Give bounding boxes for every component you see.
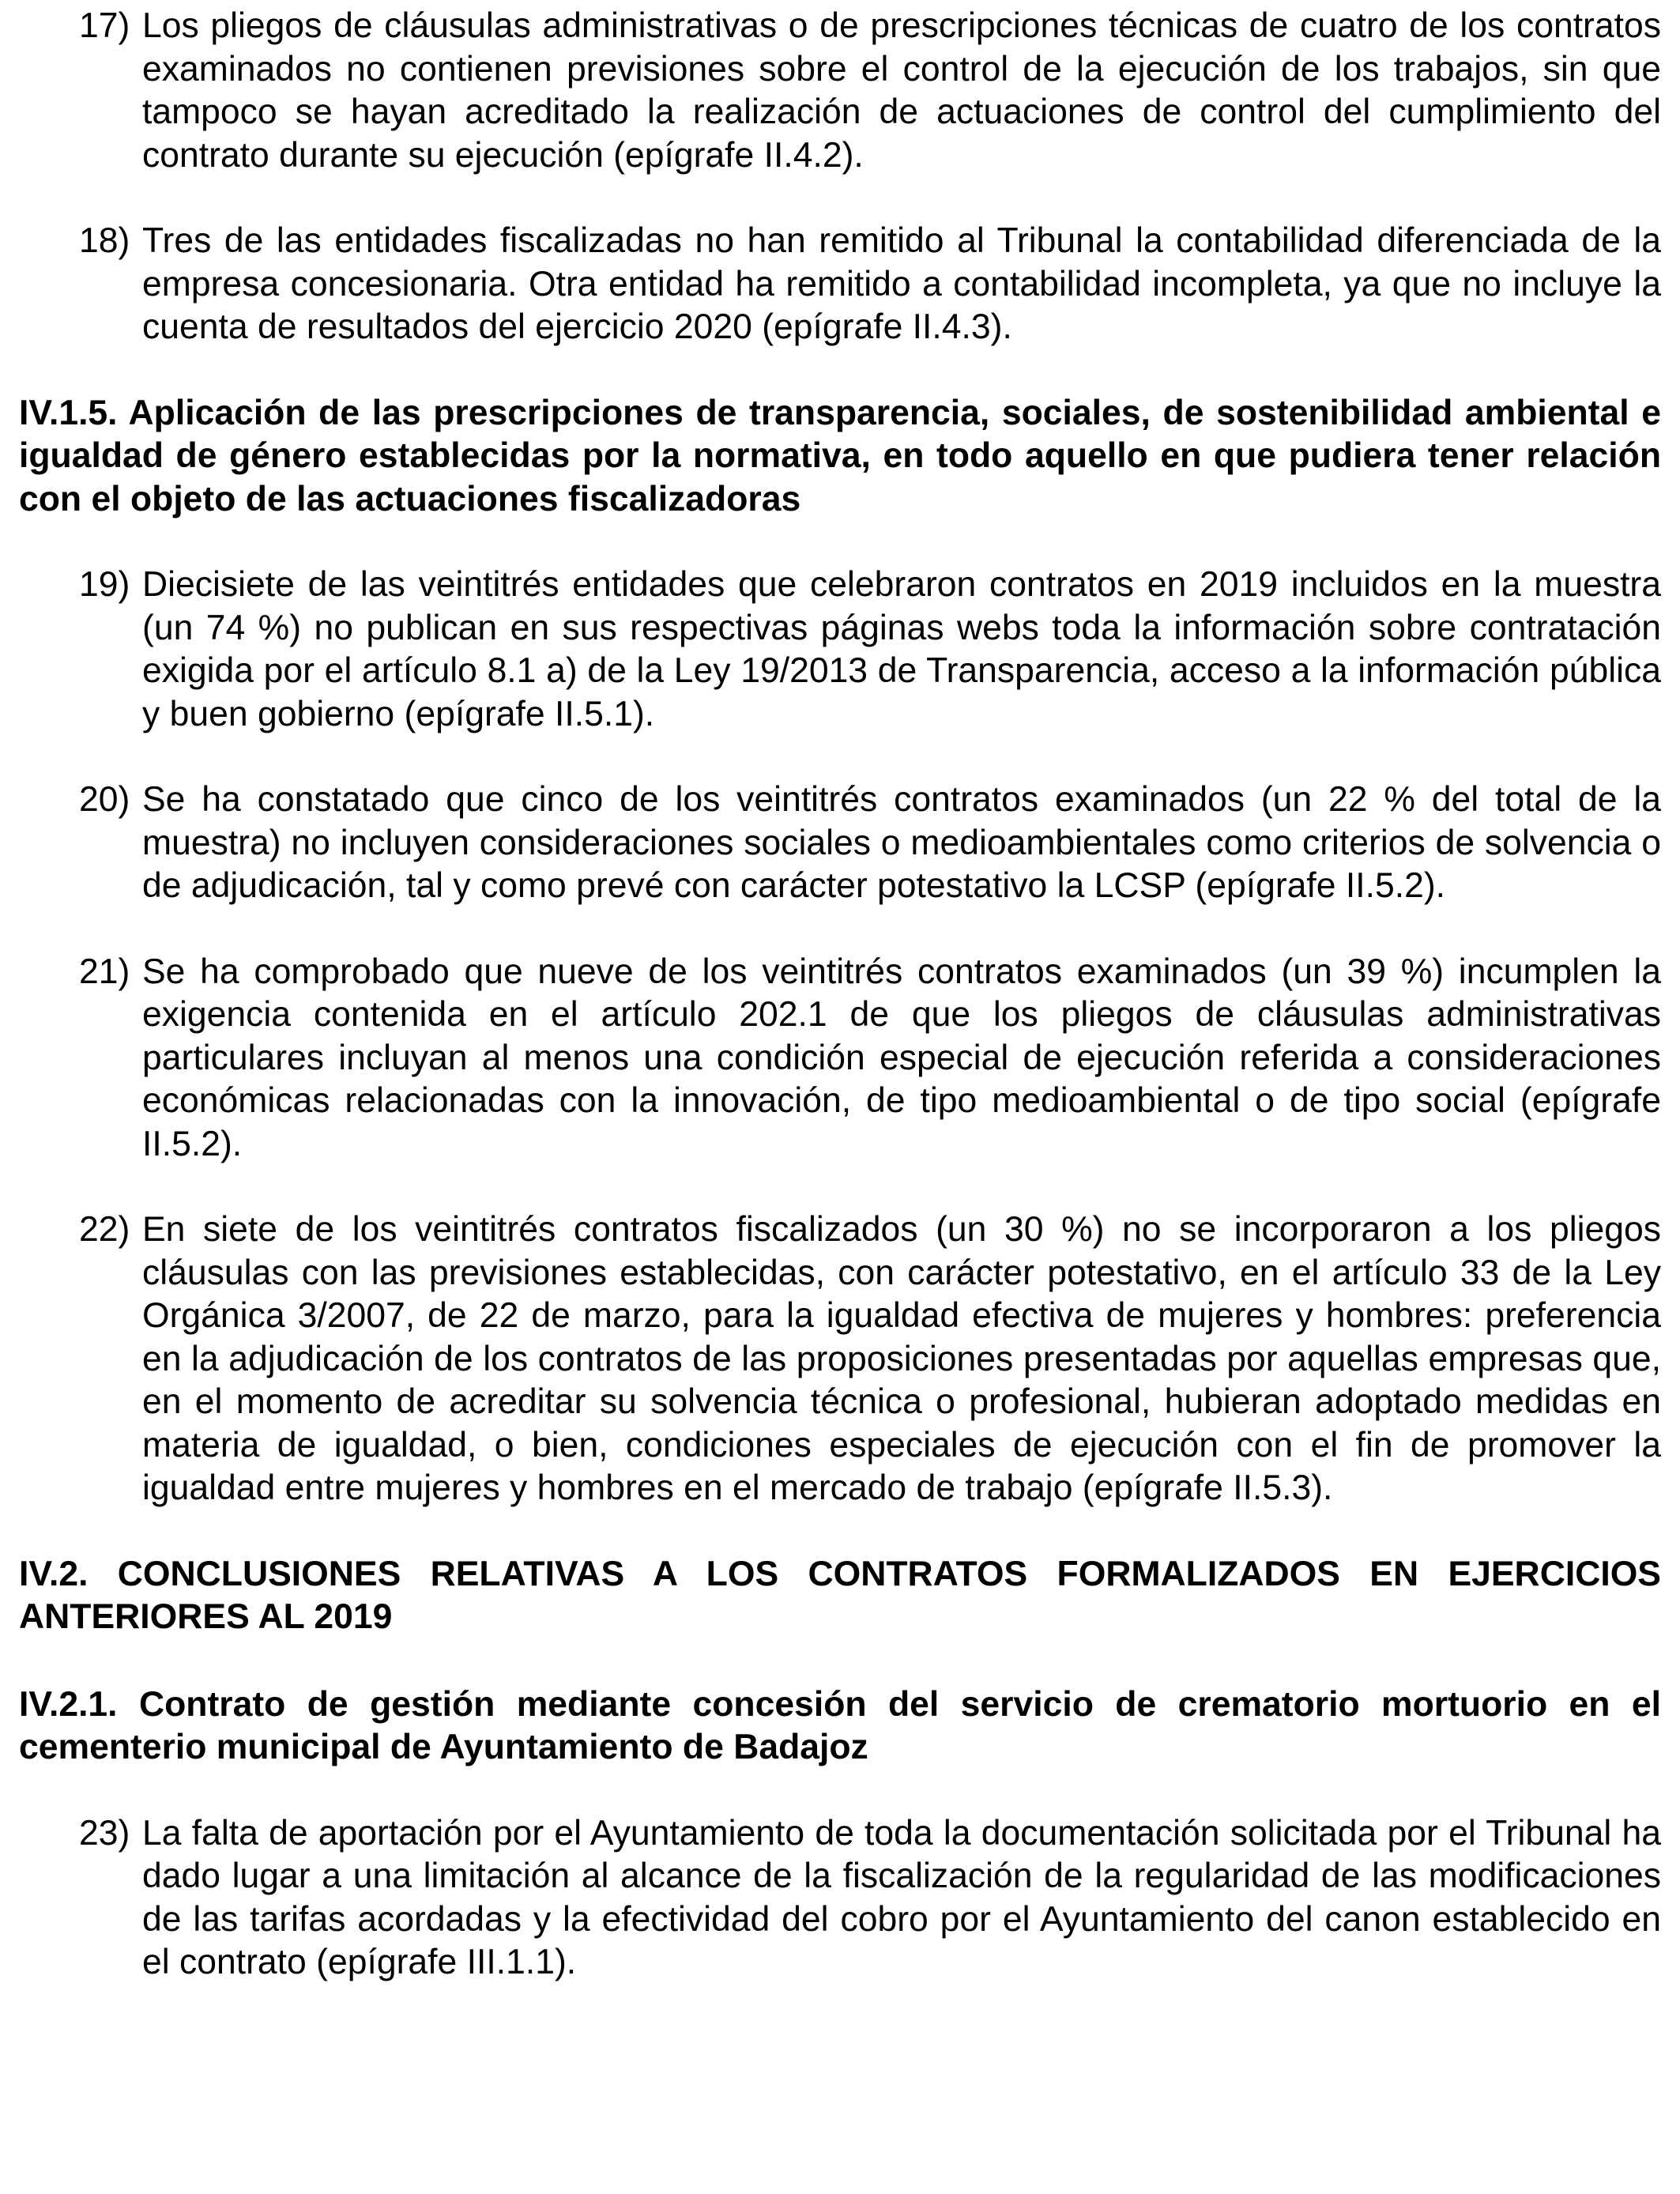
- finding-number: 23): [79, 1813, 130, 1853]
- finding-number: 21): [79, 952, 130, 991]
- finding-text: Tres de las entidades fiscalizadas no han remitido al Tribunal la contabilidad diferenciada de la empresa concesionaria. Otra entidad ha remitido a contabilidad incompleta, ya que no incluye la cuenta de resultados del ejercicio 2020 (epígrafe II.4.3).: [142, 221, 1661, 346]
- finding-20: [19, 778, 1661, 908]
- finding-number: 17): [79, 6, 130, 45]
- section-heading-iv-2: IV.2. CONCLUSIONES RELATIVAS A LOS CONTRATOS FORMALIZADOS EN EJERCICIOS ANTERIORES AL 2019: [19, 1554, 1661, 1636]
- finding-23: [19, 1812, 1661, 1985]
- finding-text: En siete de los veintitrés contratos fiscalizados (un 30 %) no se incorporaron a los pliegos cláusulas con las previsiones establecidas, con carácter potestativo, en el artículo 33 de la Ley Orgánica 3/2007, de 22 de marzo, para la igualdad efectiva de mujeres y hombres: preferencia en la adjudicación de los contratos de las proposiciones presentadas por aquellas empresas que, en el momento de acreditar su solvencia técnica o profesional, hubieran adoptado medidas en materia de igualdad, o bien, condiciones especiales de ejecución con el fin de promover la igualdad entre mujeres y hombres en el mercado de trabajo (epígrafe II.5.3).: [142, 1210, 1661, 1507]
- finding-text: Se ha constatado que cinco de los veintitrés contratos examinados (un 22 % del total de la muestra) no incluyen consideraciones sociales o medioambientales como criterios de solvencia o de adjudicación, tal y como prevé con carácter potestativo la LCSP (epígrafe II.5.2).: [142, 780, 1661, 905]
- finding-text: Se ha comprobado que nueve de los veintitrés contratos examinados (un 39 %) incumplen la exigencia contenida en el artículo 202.1 de que los pliegos de cláusulas administrativas particulares incluyan al menos una condición especial de ejecución referida a consideraciones económicas relacionadas con la innovación, de tipo medioambiental o de tipo social (epígrafe II.5.2).: [142, 952, 1661, 1163]
- finding-21: [19, 951, 1661, 1167]
- finding-text: La falta de aportación por el Ayuntamiento de toda la documentación solicitada por el Tribunal ha dado lugar a una limitación al alcance de la fiscalización de la regularidad de las modificaciones de las tarifas acordadas y la efectividad del cobro por el Ayuntamiento del canon establecido en el contrato (epígrafe III.1.1).: [142, 1813, 1661, 1981]
- finding-number: 20): [79, 780, 130, 819]
- finding-text: Los pliegos de cláusulas administrativas o de prescripciones técnicas de cuatro de los contratos examinados no contienen previsiones sobre el control de la ejecución de los trabajos, sin que tampoco se hayan acreditado la realización de actuaciones de control del cumplimiento del contrato durante su ejecución (epígrafe II.4.2).: [142, 6, 1661, 175]
- finding-18: [19, 220, 1661, 349]
- finding-17: [19, 5, 1661, 177]
- finding-22: [19, 1208, 1661, 1510]
- section-heading-iv-2-1: IV.2.1. Contrato de gestión mediante concesión del servicio de crematorio mortuorio en el cementerio municipal de Ayuntamiento de Badajoz: [19, 1684, 1661, 1766]
- finding-text: Diecisiete de las veintitrés entidades que celebraron contratos en 2019 incluidos en la muestra (un 74 %) no publican en sus respectivas páginas webs toda la información sobre contratación exigida por el artículo 8.1 a) de la Ley 19/2013 de Transparencia, acceso a la información pública y buen gobierno (epígrafe II.5.1).: [142, 565, 1661, 733]
- finding-number: 22): [79, 1210, 130, 1249]
- finding-number: 18): [79, 221, 130, 260]
- finding-number: 19): [79, 565, 130, 604]
- section-heading-iv-1-5: IV.1.5. Aplicación de las prescripciones de transparencia, sociales, de sostenibilidad ambiental e igualdad de género establecidas por la normativa, en todo aquello en que pudiera tener relación con el objeto de las actuaciones fiscalizadoras: [19, 393, 1661, 518]
- document-page: [19, 5, 1661, 2027]
- finding-19: [19, 564, 1661, 736]
